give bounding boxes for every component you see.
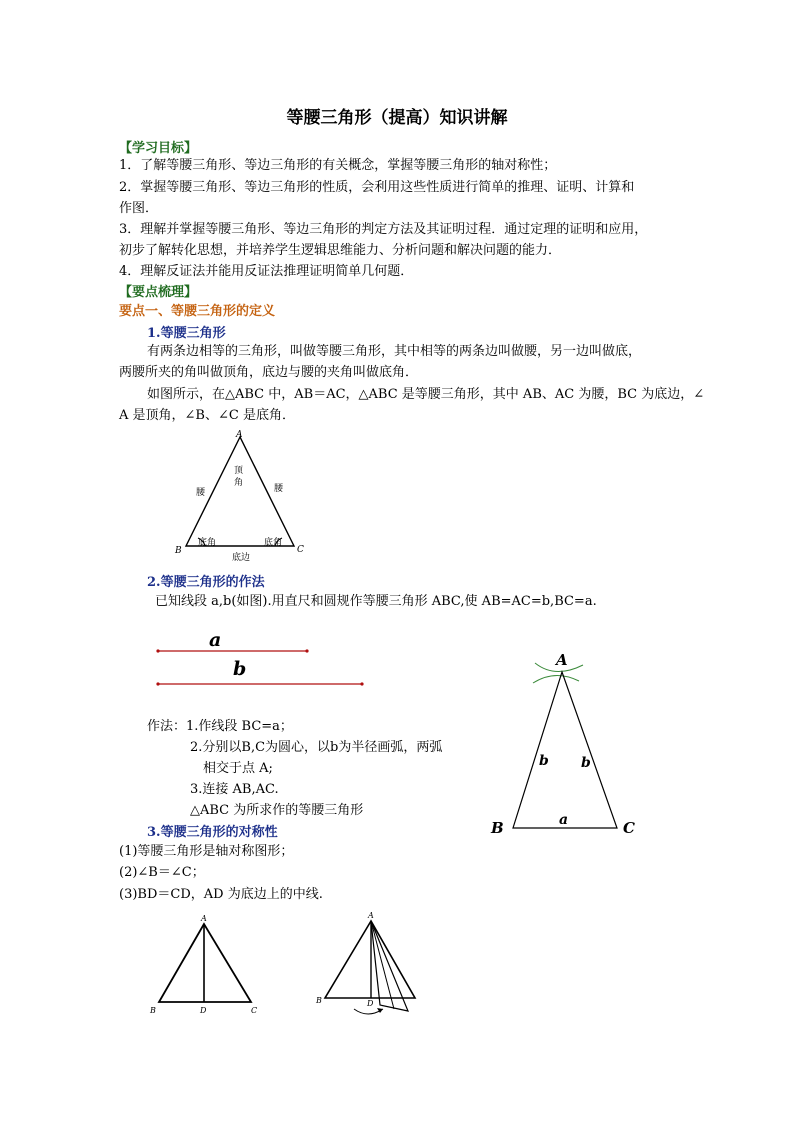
fig1-leg-left: 腰 — [196, 488, 206, 498]
step-result: △ABC 为所求作的等腰三角形 — [190, 803, 364, 818]
median-triangle — [159, 924, 251, 1002]
fig4-label-b: B — [316, 996, 322, 1005]
step-1: 作法：1.作线段 BC=a； — [147, 719, 293, 734]
objective-3-cont: 初步了解转化思想，并培养学生逻辑思维能力、分析问题和解决问题的能力． — [119, 243, 562, 258]
segment-a-end — [305, 649, 308, 652]
fig1-base-angle-left: 底角 — [198, 538, 217, 548]
page-title: 等腰三角形（提高）知识讲解 — [286, 108, 508, 128]
fig3-label-d: D — [200, 1006, 207, 1015]
fold-triangle — [325, 921, 415, 998]
segment-a-start — [156, 649, 159, 652]
objectives-label: 【学习目标】 — [119, 141, 198, 156]
definition-line-3: 如图所示，在△ABC 中，AB＝AC，△ABC 是等腰三角形，其中 AB、AC 为腰，BC 为底边，∠ — [147, 387, 705, 402]
fig4-label-d: D — [367, 999, 374, 1008]
objective-3: 3．理解并掌握等腰三角形、等边三角形的判定方法及其证明过程．通过定理的证明和应用， — [119, 222, 648, 237]
segment-a-label: a — [209, 629, 222, 651]
fold-edge — [371, 921, 394, 1009]
figure-fold — [310, 905, 430, 1025]
construct-triangle — [513, 672, 617, 828]
segment-b-label: b — [233, 658, 247, 680]
sub1-title: 1.等腰三角形 — [147, 326, 226, 341]
segment-b-start — [156, 682, 159, 685]
step-2: 2.分别以B,C为圆心，以b为半径画弧，两弧 — [190, 740, 443, 755]
fig3-label-a: A — [201, 914, 207, 923]
fig2-label-c: C — [623, 819, 635, 837]
fig1-label-c: C — [297, 545, 304, 555]
construction-intro: 已知线段 a,b(如图).用直尺和圆规作等腰三角形 ABC,使 AB=AC=b,BC=a. — [155, 594, 597, 609]
fig1-apex-2: 角 — [234, 478, 244, 488]
given-segments — [155, 628, 370, 692]
fig1-label-a: A — [236, 430, 243, 440]
fig4-label-a: A — [368, 911, 374, 920]
segment-b-end — [360, 682, 363, 685]
fig1-base-label: 底边 — [232, 553, 251, 563]
figure-isosceles-labeled — [170, 425, 320, 565]
objective-4: 4．理解反证法并能用反证法推理证明简单几何题． — [119, 264, 414, 279]
fig1-leg-right: 腰 — [274, 484, 284, 494]
sub3-title: 3.等腰三角形的对称性 — [147, 825, 278, 840]
figure-construction — [485, 645, 645, 845]
objective-2-cont: 作图． — [119, 201, 159, 216]
step-2-cont: 相交于点 A; — [203, 761, 273, 776]
fig2-side-b-right: b — [581, 755, 591, 771]
objective-2: 2．掌握等腰三角形、等边三角形的性质，会利用这些性质进行简单的推理、证明、计算和 — [119, 180, 635, 195]
definition-line-4: A 是顶角，∠B、∠C 是底角． — [119, 408, 295, 423]
point1-title: 要点一、等腰三角形的定义 — [119, 304, 276, 319]
fig3-label-c: C — [251, 1006, 258, 1015]
fig2-label-a: A — [556, 651, 568, 669]
symmetry-3: (3)BD＝CD，AD 为底边上的中线. — [119, 887, 323, 902]
arc-from-b — [533, 675, 579, 683]
symmetry-2: (2)∠B＝∠C； — [119, 865, 205, 880]
key-points-label: 【要点梳理】 — [119, 285, 198, 300]
fig1-apex-1: 顶 — [234, 466, 244, 476]
objective-1: 1．了解等腰三角形、等边三角形的有关概念，掌握等腰三角形的轴对称性； — [119, 158, 557, 173]
definition-line-1: 有两条边相等的三角形，叫做等腰三角形，其中相等的两条边叫做腰，另一边叫做底， — [147, 344, 642, 359]
step-3: 3.连接 AB,AC. — [190, 782, 279, 797]
fig3-label-b: B — [150, 1006, 156, 1015]
fig2-label-b: B — [491, 819, 504, 837]
fig2-side-b-left: b — [539, 753, 549, 769]
fig1-label-b: B — [175, 546, 182, 556]
figure-median — [145, 910, 270, 1020]
fig1-base-angle-right: 底角 — [264, 538, 283, 548]
sub2-title: 2.等腰三角形的作法 — [147, 575, 265, 590]
definition-line-2: 两腰所夹的角叫做顶角，底边与腰的夹角叫做底角． — [119, 365, 419, 380]
fig2-side-a: a — [559, 812, 569, 828]
symmetry-1: (1)等腰三角形是轴对称图形； — [119, 844, 294, 859]
